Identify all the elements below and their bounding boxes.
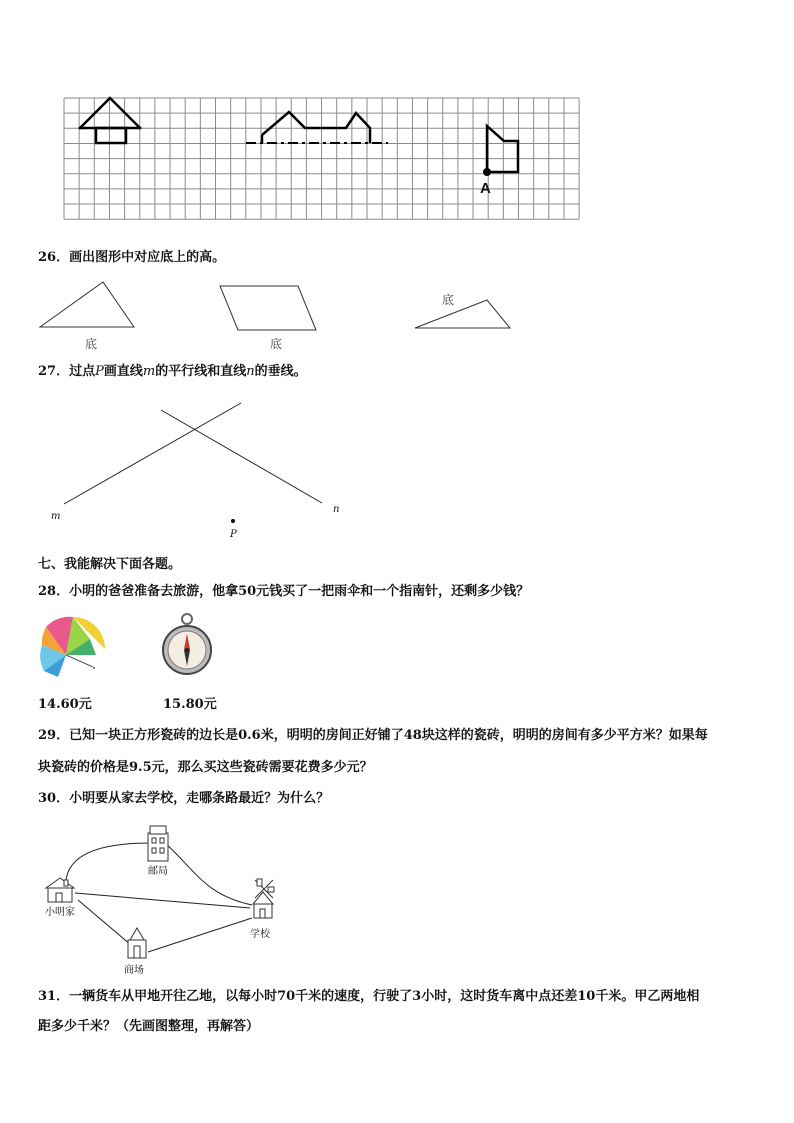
home-icon: [46, 878, 74, 902]
label-home: 小明家: [45, 907, 75, 918]
base-label-3: 底: [442, 293, 455, 307]
q28-text: 28．小明的爸爸准备去旅游，他拿50元钱买了一把雨伞和一个指南针，还剩多少钱？: [38, 584, 530, 599]
post-office-icon: [148, 826, 168, 861]
route-post-school: [165, 843, 252, 905]
route-home-mall: [78, 900, 131, 945]
base-label-2: 底: [270, 337, 283, 351]
route-home-post: [66, 843, 150, 880]
q31-line2: 距多少千米？（先画图整理，再解答）: [38, 1019, 260, 1034]
label-p: P: [230, 529, 237, 540]
route-mall-school: [148, 918, 252, 952]
q27-text: 27．过点P画直线m的平行线和直线n的垂线。: [38, 364, 307, 379]
point-a-label: A: [480, 180, 491, 197]
label-m: m: [51, 511, 61, 522]
q30-text: 30．小明要从家去学校，走哪条路最近？为什么？: [38, 791, 330, 806]
compass-price: 15.80元: [163, 697, 217, 712]
umbrella-price: 14.60元: [38, 697, 92, 712]
label-mall: 商场: [124, 965, 144, 976]
q29-line1: 29．已知一块正方形瓷砖的边长是0.6米，明明的房间正好铺了48块这样的瓷砖，明明的房间有多少平方米？如果每: [38, 728, 708, 743]
label-n: n: [333, 504, 340, 515]
q26-text: 26．画出图形中对应底上的高。: [38, 250, 226, 265]
q29-line2: 块瓷砖的价格是9.5元，那么买这些瓷砖需要花费多少元？: [38, 760, 373, 775]
base-label-1: 底: [85, 337, 98, 351]
section7-heading: 七、我能解决下面各题。: [38, 557, 182, 572]
q31-line1: 31．一辆货车从甲地开往乙地，以每小时70千米的速度，行驶了3小时，这时货车离中点还差10千米。甲乙两地相: [38, 989, 700, 1004]
label-school: 学校: [250, 929, 270, 940]
mall-icon: [128, 928, 146, 958]
label-post-office: 邮局: [148, 866, 168, 877]
school-icon: [253, 879, 274, 918]
